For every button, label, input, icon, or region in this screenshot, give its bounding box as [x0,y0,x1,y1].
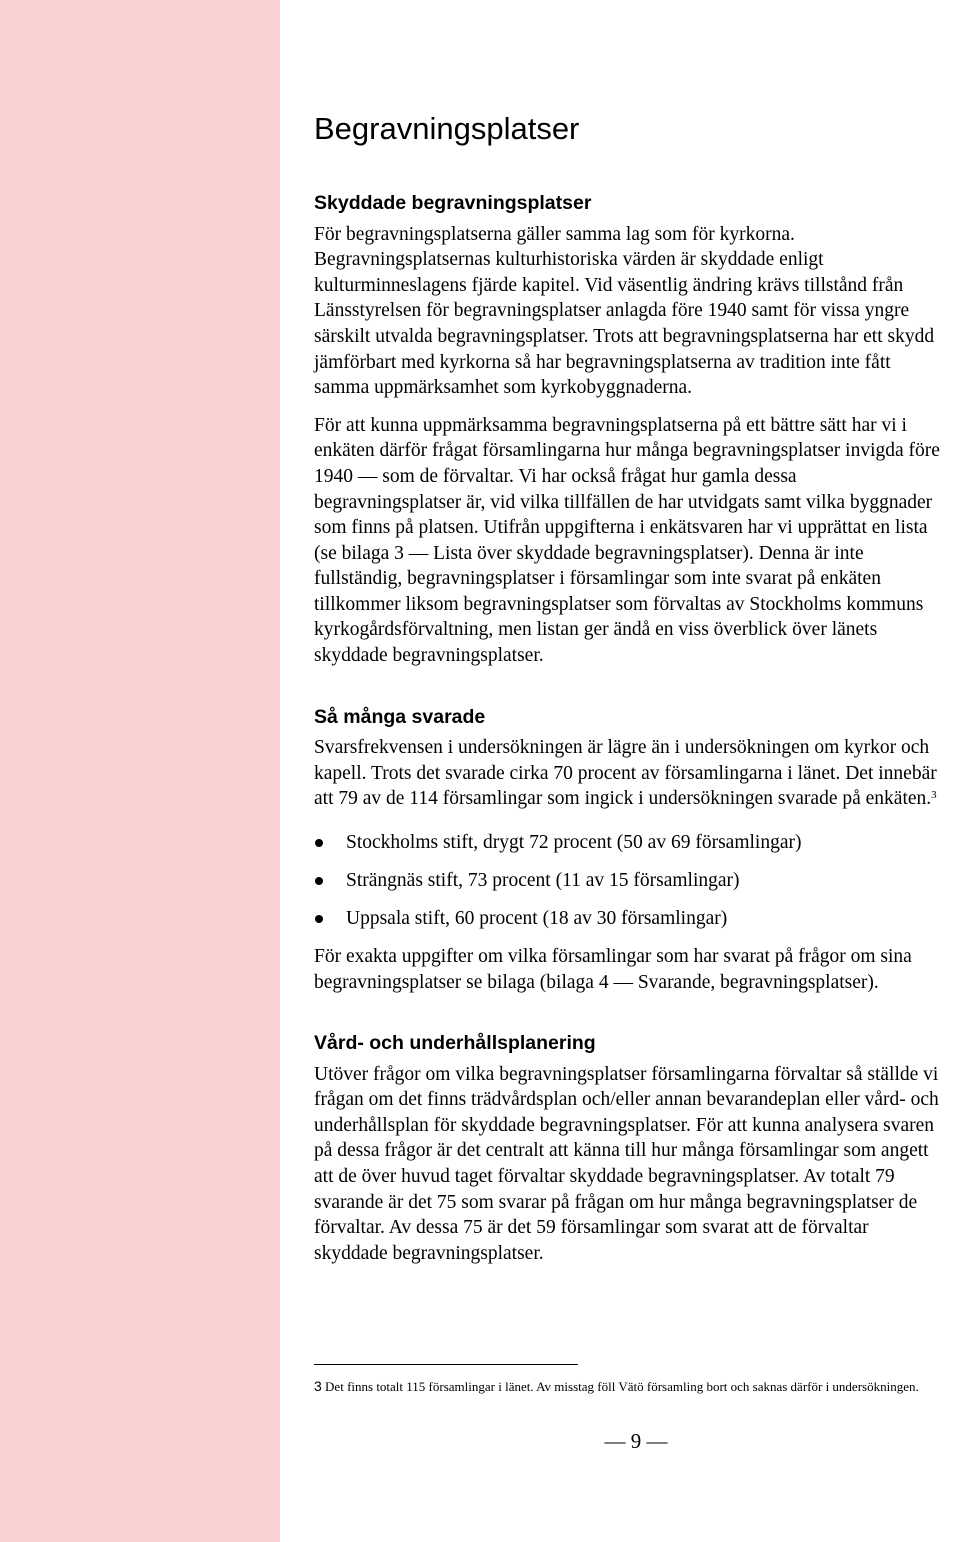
list-item-text: Stockholms stift, drygt 72 procent (50 av 69 församlingar) [346,831,802,853]
section-heading: Vård- och underhållsplanering [314,1032,596,1055]
bullet-icon [315,877,323,885]
response-rate-list [314,830,944,932]
list-item [314,906,944,932]
bullet-icon [315,839,323,847]
page-number: — 9 — [604,1429,668,1453]
section-skyddade-begravningsplatser [314,191,944,668]
footnote-divider [314,1364,578,1365]
section-vard-och-underhallsplanering [314,1031,944,1266]
paragraph: För att kunna uppmärksamma begravningsplatserna på ett bättre sätt har vi i enkäten därför frågat församlingarna hur många begravningsplatser invigda före 1940 — som de förvaltar. Vi har också frågat hur gamla dessa begravningsplatser är, vid vilka tillfällen de har utvidgats samt vilka byggnader som finns på platsen. Utifrån uppgifterna i enkätsvaren har vi upprättat en lista (se bilaga 3 — Lista över skyddade begravningsplatser). Denna är inte fullständig, begravningsplatser i församlingar som inte svarat på enkäten tillkommer liksom begravningsplatser som förvaltas av Stockholms kommuns kyrkogårdsförvaltning, men listan ger ändå en viss överblick över länets skyddade begravningsplatser. [314,414,940,667]
footnote-text: Det finns totalt 115 församlingar i länet. Av misstag föll Vätö församling bort och saknas därför i undersökningen. [325,1379,919,1394]
footnote [314,1378,934,1395]
bullet-icon [315,915,323,923]
footnote-reference: 3 [931,789,937,802]
section-sa-manga-svarade [314,705,944,996]
list-item-text: Uppsala stift, 60 procent (18 av 30 församlingar) [346,908,728,929]
list-item [314,868,944,894]
footnote-number: 3 [314,1378,322,1394]
section-heading: Skyddade begravningsplatser [314,192,592,215]
paragraph: För exakta uppgifter om vilka församlingar som har svarat på frågor om sina begravningsplatser se bilaga (bilaga 4 — Svarande, begravningsplatser). [314,946,912,993]
page-content [314,110,944,1302]
paragraph: Utöver frågor om vilka begravningsplatser församlingarna förvaltar så ställde vi frågan om det finns trädvårdsplan och/eller annan bevarandeplan eller vård- och underhållsplan för skyddade begravningsplatser. För att kunna analysera svaren på dessa frågor är det centralt att känna till hur många församlingar som angett att de över huvud taget förvaltar skyddade begravningsplatser. Av totalt 79 svarande är det 75 som svarar på frågan om hur många begravningsplatser de förvaltar. Av dessa 75 är det 59 församlingar som svarat att de förvaltar skyddade begravningsplatser. [314,1063,939,1264]
paragraph: För begravningsplatserna gäller samma lag som för kyrkorna. Begravningsplatsernas kulturhistoriska värden är skyddade enligt kulturminneslagens fjärde kapitel. Vid väsentlig ändring krävs tillstånd från Länsstyrelsen för begravningsplatser anlagda före 1940 samt för vissa yngre särskilt utvalda begravningsplatser. Trots att begravningsplatserna har ett skydd jämförbart med kyrkorna så har begravningsplatserna av tradition inte fått samma uppmärksamhet som kyrkobyggnaderna. [314,223,935,399]
chapter-title: Begravningsplatser [314,111,580,146]
list-item [314,830,944,856]
paragraph [314,735,944,812]
decorative-margin-band [0,0,280,1542]
list-item-text: Strängnäs stift, 73 procent (11 av 15 församlingar) [346,869,740,891]
paragraph-text: Svarsfrekvensen i undersökningen är lägre än i undersökningen om kyrkor och kapell. Trots det svarade cirka 70 procent av församlingarna i länet. Det innebär att 79 av de 114 församlingar som ingick i undersökningen svarade på enkäten. [314,737,937,810]
section-heading: Så många svarade [314,705,486,728]
